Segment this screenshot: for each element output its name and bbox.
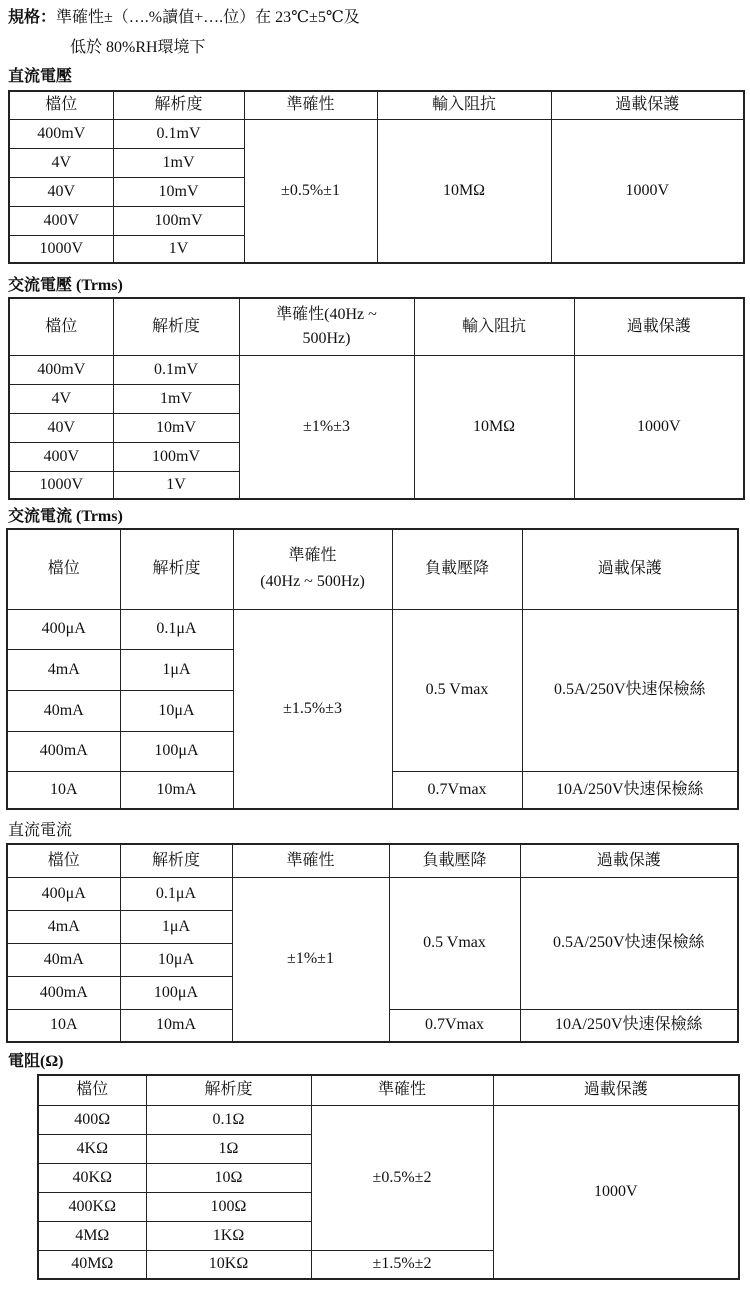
accuracy-cell: ±1.5%±2 — [311, 1250, 493, 1279]
resolution-cell: 1mV — [113, 148, 244, 177]
header: 檔位 — [38, 1075, 146, 1105]
resolution-cell: 1μA — [120, 910, 232, 943]
resolution-cell: 100μA — [120, 976, 232, 1009]
range-cell: 4V — [9, 384, 113, 413]
header: 解析度 — [146, 1075, 311, 1105]
resolution-cell: 10μA — [120, 690, 233, 731]
header: 解析度 — [120, 844, 232, 877]
range-cell: 40mA — [7, 943, 120, 976]
resolution-cell: 10Ω — [146, 1163, 311, 1192]
resolution-cell: 100mV — [113, 442, 239, 471]
resolution-cell: 100Ω — [146, 1192, 311, 1221]
header: 負載壓降 — [392, 529, 522, 609]
overload-cell: 0.5A/250V快速保檢絲 — [522, 609, 738, 771]
resolution-cell: 0.1mV — [113, 119, 244, 148]
accuracy-cell: ±1.5%±3 — [233, 609, 392, 809]
overload-cell: 10A/250V快速保檢絲 — [522, 771, 738, 809]
range-cell: 4MΩ — [38, 1221, 146, 1250]
overload-cell: 10A/250V快速保檢絲 — [520, 1009, 738, 1042]
range-cell: 40V — [9, 413, 113, 442]
header: 檔位 — [9, 298, 113, 355]
resolution-cell: 0.1μA — [120, 877, 232, 910]
impedance-cell: 10MΩ — [414, 355, 574, 499]
resolution-cell: 0.1mV — [113, 355, 239, 384]
header — [233, 529, 392, 609]
range-cell: 4KΩ — [38, 1134, 146, 1163]
header-line: (40Hz ~ 500Hz) — [260, 573, 365, 591]
header: 負載壓降 — [389, 844, 520, 877]
dca-table — [6, 843, 739, 1043]
header: 解析度 — [120, 529, 233, 609]
resolution-cell: 10mA — [120, 771, 233, 809]
header: 準確性 — [244, 91, 377, 119]
resolution-cell: 1Ω — [146, 1134, 311, 1163]
drop-cell: 0.7Vmax — [389, 1009, 520, 1042]
header: 準確性 — [232, 844, 389, 877]
drop-cell: 0.5 Vmax — [389, 877, 520, 1009]
resolution-cell: 10mV — [113, 177, 244, 206]
range-cell: 40MΩ — [38, 1250, 146, 1279]
range-cell: 4mA — [7, 649, 120, 690]
resolution-cell: 1KΩ — [146, 1221, 311, 1250]
spec-text: 準確性±（….%讀值+….位）在 23℃±5℃及 — [56, 9, 360, 26]
spec-label: 規格： — [8, 9, 57, 26]
resolution-cell: 1mV — [113, 384, 239, 413]
range-cell: 40KΩ — [38, 1163, 146, 1192]
range-cell: 40mA — [7, 690, 120, 731]
range-cell: 400mA — [7, 976, 120, 1009]
range-cell: 400mV — [9, 119, 113, 148]
drop-cell: 0.7Vmax — [392, 771, 522, 809]
overload-cell: 0.5A/250V快速保檢絲 — [520, 877, 738, 1009]
aca-table — [6, 528, 739, 810]
header: 過載保護 — [520, 844, 738, 877]
header: 輸入阻抗 — [414, 298, 574, 355]
header: 準確性 — [311, 1075, 493, 1105]
header: 過載保護 — [551, 91, 744, 119]
resolution-cell: 1V — [113, 235, 244, 263]
range-cell: 400V — [9, 442, 113, 471]
range-cell: 400KΩ — [38, 1192, 146, 1221]
range-cell: 1000V — [9, 235, 113, 263]
acv-table — [8, 297, 745, 500]
range-cell: 400μA — [7, 609, 120, 649]
resolution-cell: 10μA — [120, 943, 232, 976]
header: 檔位 — [9, 91, 113, 119]
res-table — [37, 1074, 740, 1280]
header: 過載保護 — [522, 529, 738, 609]
spec-line-2: 低於 80%RH環境下 — [70, 39, 206, 56]
acv-title: 交流電壓 (Trms) — [8, 277, 123, 294]
range-cell: 400μA — [7, 877, 120, 910]
range-cell: 10A — [7, 771, 120, 809]
accuracy-cell: ±1%±1 — [232, 877, 389, 1042]
header: 過載保護 — [574, 298, 744, 355]
range-cell: 10A — [7, 1009, 120, 1042]
drop-cell: 0.5 Vmax — [392, 609, 522, 771]
aca-title: 交流電流 (Trms) — [8, 508, 123, 525]
header: 輸入阻抗 — [377, 91, 551, 119]
overload-cell: 1000V — [493, 1105, 739, 1279]
range-cell: 400V — [9, 206, 113, 235]
header: 解析度 — [113, 91, 244, 119]
dca-title: 直流電流 — [8, 822, 73, 839]
header: 解析度 — [113, 298, 239, 355]
res-title: 電阻(Ω) — [8, 1053, 64, 1070]
resolution-cell: 100mV — [113, 206, 244, 235]
resolution-cell: 10mV — [113, 413, 239, 442]
impedance-cell: 10MΩ — [377, 119, 551, 263]
range-cell: 40V — [9, 177, 113, 206]
header: 檔位 — [7, 529, 120, 609]
dcv-table — [8, 90, 745, 264]
overload-cell: 1000V — [551, 119, 744, 263]
header: 過載保護 — [493, 1075, 739, 1105]
overload-cell: 1000V — [574, 355, 744, 499]
resolution-cell: 100μA — [120, 731, 233, 771]
resolution-cell: 1μA — [120, 649, 233, 690]
range-cell: 400mV — [9, 355, 113, 384]
resolution-cell: 0.1μA — [120, 609, 233, 649]
resolution-cell: 10KΩ — [146, 1250, 311, 1279]
dcv-title: 直流電壓 — [8, 68, 73, 85]
accuracy-cell: ±0.5%±2 — [311, 1105, 493, 1250]
range-cell: 4mA — [7, 910, 120, 943]
header: 準確性(40Hz ~ 500Hz) — [239, 298, 414, 355]
header-line: 準確性 — [288, 547, 337, 565]
spec-line-1 — [8, 4, 360, 27]
range-cell: 400Ω — [38, 1105, 146, 1134]
resolution-cell: 10mA — [120, 1009, 232, 1042]
accuracy-cell: ±1%±3 — [239, 355, 414, 499]
range-cell: 4V — [9, 148, 113, 177]
accuracy-cell: ±0.5%±1 — [244, 119, 377, 263]
resolution-cell: 1V — [113, 471, 239, 499]
resolution-cell: 0.1Ω — [146, 1105, 311, 1134]
range-cell: 400mA — [7, 731, 120, 771]
header: 檔位 — [7, 844, 120, 877]
range-cell: 1000V — [9, 471, 113, 499]
